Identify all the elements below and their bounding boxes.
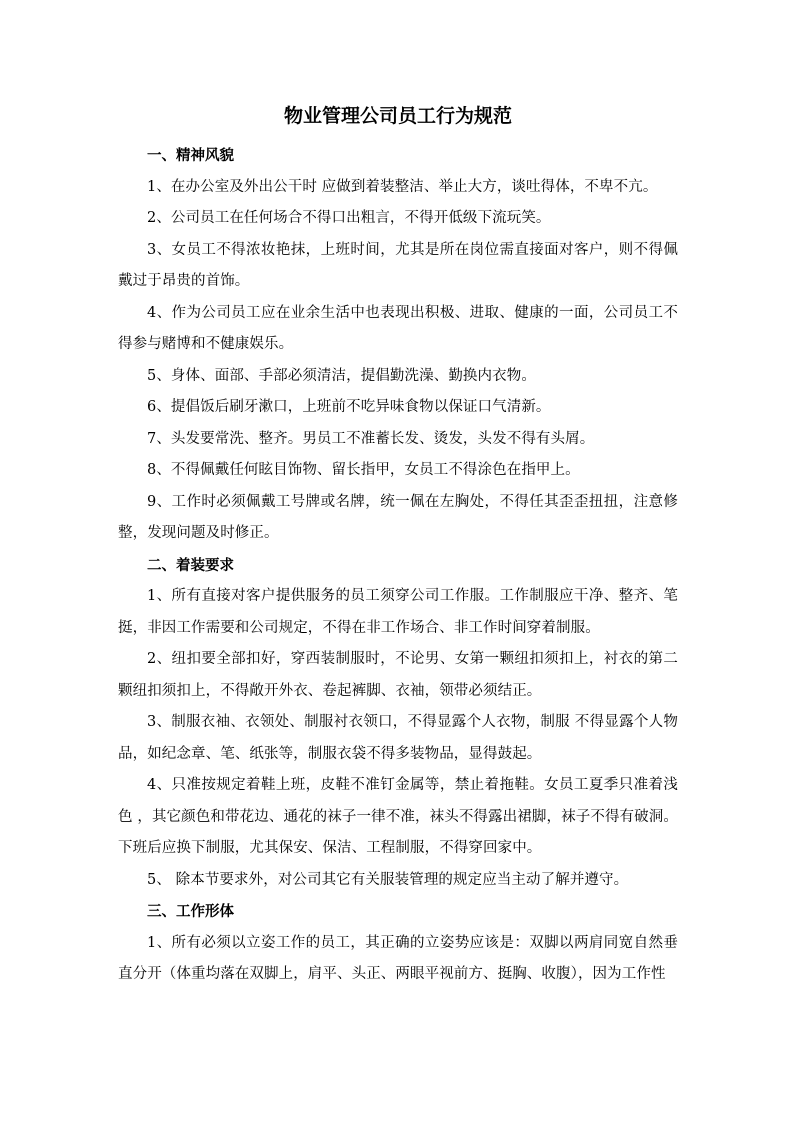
section-posture xyxy=(118,896,678,991)
section-heading: 三、工作形体 xyxy=(147,903,234,920)
paragraph: 2、公司员工在任何场合不得口出粗言，不得开低级下流玩笑。 xyxy=(147,210,551,226)
paragraph: 6、提倡饭后刷牙漱口，上班前不吃异味食物以保证口气清新。 xyxy=(147,399,551,415)
paragraph: 1、在办公室及外出公干时 应做到着装整洁、举止大方，谈吐得体，不卑不亢。 xyxy=(147,178,658,195)
paragraph: 3、制服衣袖、衣领处、制服衬衣领口，不得显露个人衣物，制服 不得显露个人物品，如纪念章、笔、纸张等，制服衣袋不得多装物品，显得鼓起。 xyxy=(118,714,678,762)
document-page xyxy=(118,96,678,991)
paragraph: 1、所有必须以立姿工作的员工，其正确的立姿势应该是：双脚以两肩同宽自然垂直分开（体重均落在双脚上，肩平、头正、两眼平视前方、挺胸、收腹），因为工作性 xyxy=(118,934,678,982)
paragraph: 2、纽扣要全部扣好，穿西装制服时，不论男、女第一颗纽扣须扣上，衬衣的第二颗纽扣须扣上，不得敞开外衣、卷起裤脚、衣袖，领带必须结正。 xyxy=(118,651,678,699)
paragraph: 4、只准按规定着鞋上班，皮鞋不准钉金属等，禁止着拖鞋。女员工夏季只准着浅色 ，其它颜色和带花边、通花的袜子一律不准，袜头不得露出裙脚，袜子不得有破洞。下班后应换下制服，尤其保安、保洁、工程制服，不得穿回家中。 xyxy=(118,777,678,856)
paragraph: 7、头发要常洗、整齐。男员工不准蓄长发、烫发，头发不得有头屑。 xyxy=(147,430,595,447)
section-heading: 二、着装要求 xyxy=(147,556,234,574)
paragraph: 4、作为公司员工应在业余生活中也表现出积极、进取、健康的一面，公司员工不得参与赌博和不健康娱乐。 xyxy=(118,304,678,352)
paragraph: 9、工作时必须佩戴工号牌或名牌，统一佩在左胸处，不得任其歪歪扭扭，注意修整，发现问题及时修正。 xyxy=(118,493,678,541)
document-title: 物业管理公司员工行为规范 xyxy=(283,105,512,127)
paragraph: 5、 除本节要求外，对公司其它有关服装管理的规定应当主动了解并遵守。 xyxy=(147,871,629,888)
paragraph: 1、所有直接对客户提供服务的员工须穿公司工作服。工作制服应干净、整齐、笔挺，非因工作需要和公司规定，不得在非工作场合、非工作时间穿着制服。 xyxy=(118,588,678,636)
section-heading: 一、精神风貌 xyxy=(147,147,234,164)
paragraph: 8、不得佩戴任何眩目饰物、留长指甲，女员工不得涂色在指甲上。 xyxy=(147,462,580,478)
section-spirit xyxy=(118,140,678,550)
paragraph: 3、女员工不得浓妆艳抹，上班时间，尤其是所在岗位需直接面对客户，则不得佩戴过于昂贵的首饰。 xyxy=(118,241,678,289)
section-dress-code xyxy=(118,550,678,897)
paragraph: 5、身体、面部、手部必须清洁，提倡勤洗澡、勤换内衣物。 xyxy=(147,367,536,384)
